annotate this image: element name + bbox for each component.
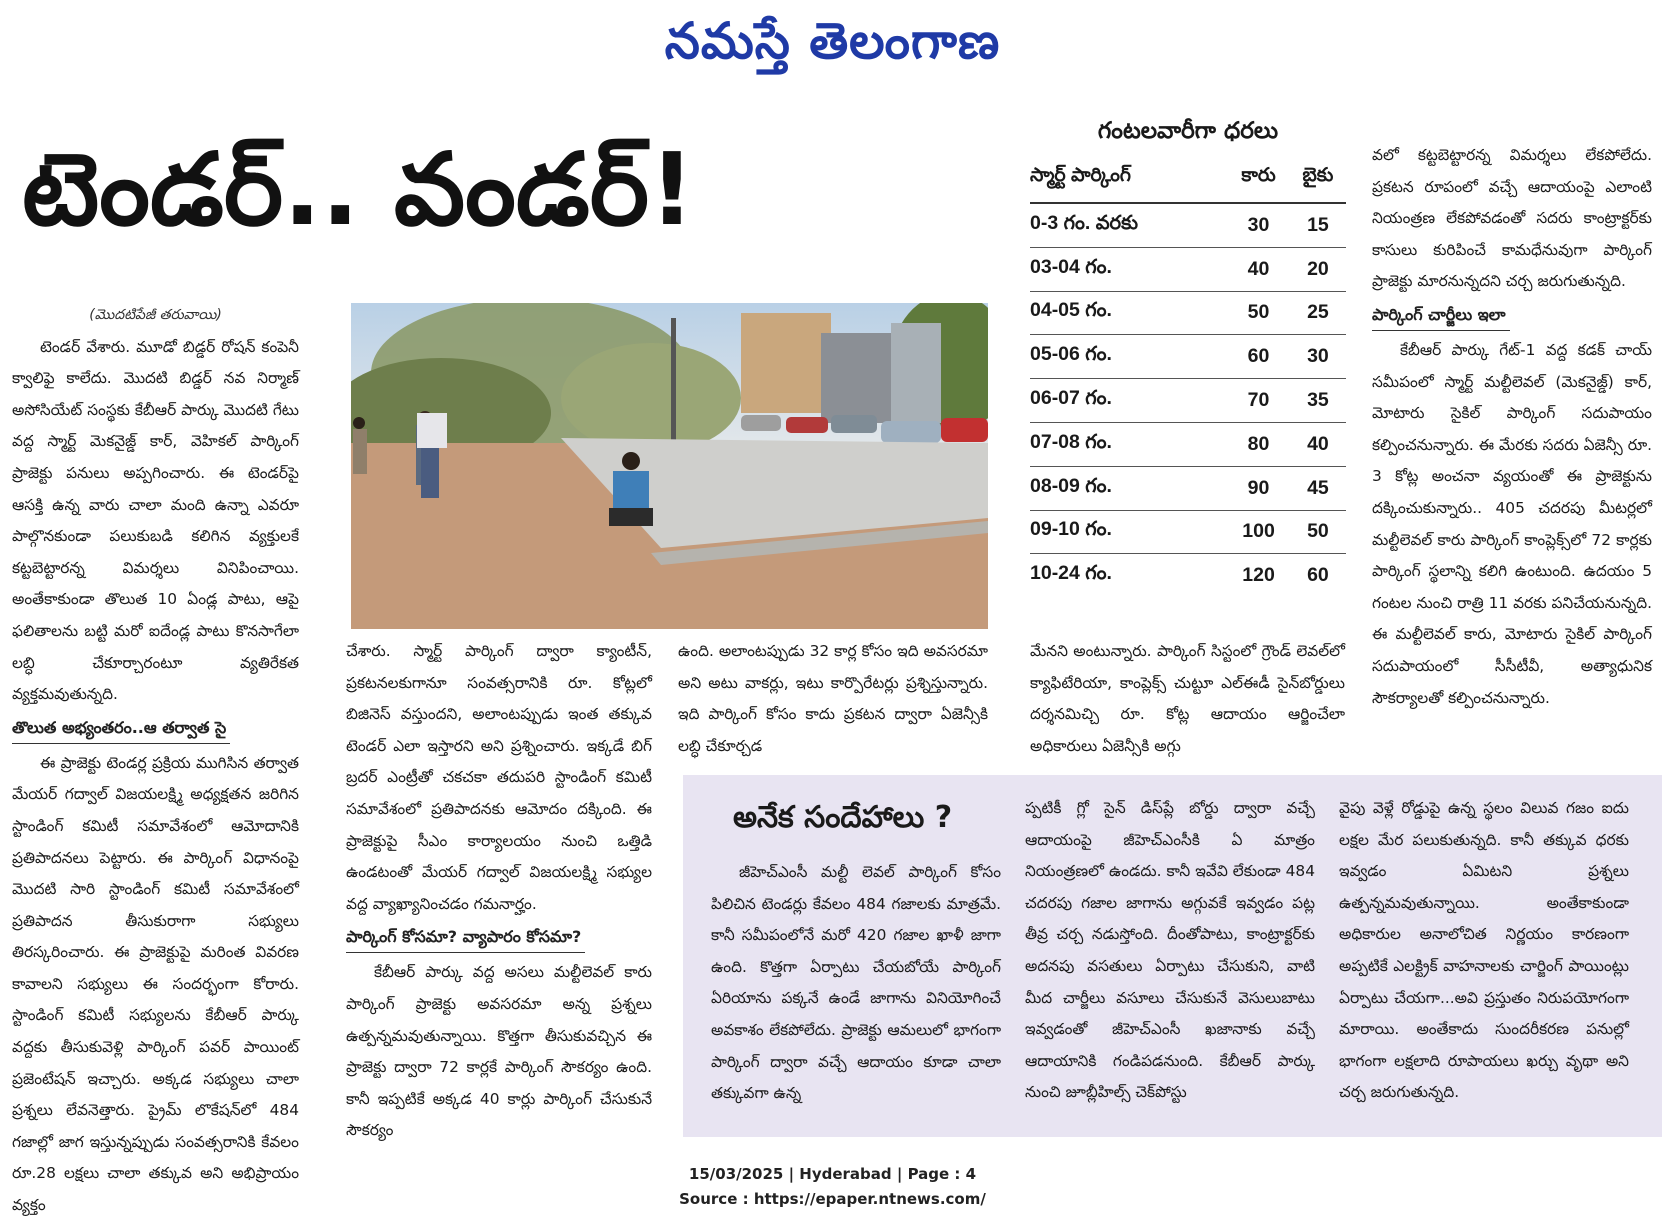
column-4	[1030, 636, 1345, 762]
rate-car: 60	[1227, 335, 1290, 379]
table-row	[1030, 466, 1346, 510]
rate-car: 30	[1227, 203, 1290, 247]
rate-bike: 20	[1290, 247, 1346, 291]
table-row	[1030, 510, 1346, 554]
doubts-paragraph-1: జీహెచ్ఎంసీ మల్టీ లెవల్ పార్కింగ్ కోసం పిలిచిన టెండర్లు కేవలం 484 గజాలకు మాత్రమే. కానీ సమీపంలోనే మరో 420 గజాల ఖాళీ జాగా ఉంది. కొత్తగా ఏర్పాటు చేయబోయే పార్కింగ్ ఏరియాను పక్కనే ఉండే జాగాను వినియోగించే అవకాశం లేకపోలేదు. ప్రాజెక్టు ఆమలులో భాగంగా పార్కింగ్ ద్వారా వచ్చే ఆదాయం కూడా చాలా తక్కువగా ఉన్న	[711, 863, 1001, 1103]
rate-bike: 30	[1290, 335, 1346, 379]
rate-car: 40	[1227, 247, 1290, 291]
doubts-heading: అనేక సందేహాలు ?	[733, 800, 953, 835]
column-1	[12, 300, 299, 1222]
table-row	[1030, 554, 1346, 597]
rates-header-bike: బైకు	[1290, 160, 1346, 203]
table-row	[1030, 247, 1346, 291]
col1-paragraph-1: టెండర్ వేశారు. మూడో బిడ్డర్ రోషన్ కంపెనీ క్వాలిఫై కాలేదు. మొదటి బిడ్డర్ నవ నిర్మాణ్ అసోసియేట్ సంస్థకు కేబీఆర్ పార్కు మొదటి గేటు వద్ద స్మార్ట్ మెకనైజ్డ్ కార్, వెహికల్ పార్కింగ్ ప్రాజెక్టు పనులు అప్పగించారు. ఈ టెండర్‌పై ఆసక్తి ఉన్న వారు చాలా మంది ఉన్నా ఎవరూ పాల్గొనకుండా పలుకుబడి కలిగిన వ్యక్తులకే కట్టబెట్టారన్న విమర్శలు వినిపించాయి. అంతేకాకుండా తొలుత 10 ఏండ్ల పాటు, ఆపై ఫలితాలను బట్టి మరో ఐదేండ్ల పాటు కొనసాగేలా లబ్ధి చేకూర్చారంటూ వ్యతిరేకత వ్యక్తమవుతున్నది.	[12, 337, 299, 704]
col1-paragraph-2: ఈ ప్రాజెక్టు టెండర్ల ప్రక్రియ ముగిసిన తర్వాత మేయర్ గద్వాల్ విజయలక్ష్మి అధ్యక్షతన జరిగిన స్టాండింగ్ కమిటీ సమావేశంలో ఆమోదానికి ప్రతిపాదనలు పెట్టారు. ఈ పార్కింగ్ విధానంపై మొదటి సారి స్టాండింగ్ కమిటీ సమావేశంలో ప్రతిపాదన తీసుకురాగా సభ్యులు తిరస్కరించారు. ఈ ప్రాజెక్టుపై మరింత వివరణ కావాలని సభ్యులు ఈ సందర్భంగా కోరారు. స్టాండింగ్ కమిటీ సభ్యులను కేబీఆర్ పార్కు వద్దకు తీసుకువెళ్లి పార్కింగ్ పవర్ పాయింట్ ప్రజెంటేషన్ ఇచ్చారు. అక్కడ సభ్యులు చాలా ప్రశ్నలు లేవనెత్తారు. ప్రైమ్ లొకేషన్‌లో 484 గజాల్లో జాగ ఇస్తున్నప్పుడు సంవత్సరానికి కేవలం రూ.28 లక్షలు చాలా తక్కువ అని అభిప్రాయం వ్యక్తం	[12, 753, 299, 1215]
rate-slot: 05-06 గం.	[1030, 335, 1227, 379]
col5-paragraph-1: వలో కట్టబెట్టారన్న విమర్శలు లేకపోలేదు. ప్రకటన రూపంలో వచ్చే ఆదాయంపై ఎలాంటి నియంత్రణ లేకపోవడంతో సదరు కాంట్రాక్టర్‌కు కాసులు కురిపించే కామధేనువుగా పార్కింగ్ ప్రాజెక్టు మారనున్నదని చర్చ జరుగుతున్నది.	[1372, 146, 1652, 291]
rate-slot: 08-09 గం.	[1030, 466, 1227, 510]
rate-car: 120	[1242, 564, 1275, 587]
rate-bike: 35	[1290, 379, 1346, 423]
col2-paragraph-2: కేబీఆర్ పార్కు వద్ద అసలు మల్టీలెవల్ కారు పార్కింగ్ ప్రాజెక్టు అవసరమా అన్న ప్రశ్నలు ఉత్పన్నమవుతున్నాయి. కొత్తగా తీసుకువచ్చిన ఈ ప్రాజెక్టు ద్వారా 72 కార్లకే పార్కింగ్ సౌకర్యం ఉంది. కానీ ఇప్పటికే అక్కడ 40 కార్లు పార్కింగ్ చేసుకునే సౌకర్యం	[346, 963, 652, 1140]
col4-paragraph-1: మేనని అంటున్నారు. పార్కింగ్ సిస్టంలో గ్రౌండ్ లెవల్‌లో క్యాఫిటేరియా, కాంప్లెక్స్ చుట్టూ ఎల్ఈడీ సైన్‌బోర్డులు దర్శనమిచ్చి రూ. కోట్ల ఆదాయం ఆర్జించేలా అధికారులు ఏజెన్సీకి అగ్గు	[1030, 642, 1345, 755]
table-row	[1030, 291, 1346, 335]
footer-source: Source : https://epaper.ntnews.com/	[679, 1190, 986, 1208]
table-row	[1030, 203, 1346, 247]
masthead-logo: నమస్తే తెలంగాణ	[664, 12, 1001, 70]
rate-car: 80	[1227, 422, 1290, 466]
col5-paragraph-2: కేబీఆర్ పార్కు గేట్-1 వద్ద కడక్ చాయ్ సమీపంలో స్మార్ట్ మల్టీలెవల్ (మెకనైజ్డ్) కార్, మోటారు సైకిల్ పార్కింగ్ సదుపాయం కల్పించనున్నారు. ఈ మేరకు సదరు ఏజెన్సీ రూ. 3 కోట్ల అంచనా వ్యయంతో ఈ ప్రాజెక్టును దక్కించుకున్నారు.. 405 చదరపు మీటర్లలో మల్టీలెవల్ కారు పార్కింగ్ కాంప్లెక్స్‌లో 72 కార్లకు పార్కింగ్ స్థలాన్ని కలిగి ఉంటుంది. ఉదయం 5 గంటల నుంచి రాత్రి 11 వరకు పనిచేయనున్నది. ఈ మల్టీలెవల్ కారు, మోటారు సైకిల్ పార్కింగ్ సదుపాయంలో సీసీటీవీ, అత్యాధునిక సౌకర్యాలతో కల్పించనున్నారు.	[1372, 340, 1652, 707]
column-2	[346, 636, 652, 1147]
rate-slot: 09-10 గం.	[1030, 510, 1227, 554]
rate-bike: 40	[1290, 422, 1346, 466]
rates-header-row	[1030, 160, 1346, 203]
rate-bike: 25	[1290, 291, 1346, 335]
rate-slot: 0-3 గం. వరకు	[1030, 203, 1227, 247]
rates-header-slot: స్మార్ట్ పార్కింగ్	[1030, 160, 1227, 203]
col3-paragraph-1: ఉంది. అలాంటప్పుడు 32 కార్ల కోసం ఇది అవసరమా అని అటు వాకర్లు, ఇటు కార్పొరేటర్లు ప్రశ్నిస్తున్నారు. ఇది పార్కింగ్ కోసం కాదు ప్రకటన ద్వారా ఏజెన్సీకి లబ్ధి చేకూర్చడ	[678, 642, 988, 755]
doubts-column-2	[1025, 793, 1315, 1109]
column-5	[1372, 140, 1652, 714]
column-3	[678, 636, 988, 762]
rate-car: 70	[1227, 379, 1290, 423]
rate-bike: 15	[1290, 203, 1346, 247]
doubts-column-3	[1339, 793, 1629, 1109]
rates-title: గంటలవారీగా ధరలు	[1097, 118, 1279, 144]
doubts-paragraph-3: వైపు వెళ్లే రోడ్డుపై ఉన్న స్థలం విలువ గజం ఐదు లక్షల మేర పలుకుతున్నది. కానీ తక్కువ ధరకు ఇవ్వడం ఏమిటని ప్రశ్నలు ఉత్పన్నమవుతున్నాయి. అంతేకాకుండా అధికారుల అనాలోచిత నిర్ణయం కారణంగా అప్పటికే ఎలక్ట్రిక్ వాహనాలకు చార్జింగ్ పాయింట్లు ఏర్పాటు చేయగా...అవి ప్రస్తుతం నిరుపయోగంగా మారాయి. అంతేకాదు సుందరీకరణ పనుల్లో భాగంగా లక్షలాది రూపాయలు ఖర్చు వృథా అని చర్చ జరుగుతున్నది.	[1339, 799, 1629, 1102]
rate-slot: 10-24 గం.	[1030, 562, 1112, 585]
rate-slot: 03-04 గం.	[1030, 247, 1227, 291]
rate-bike: 50	[1290, 510, 1346, 554]
headline: టెండర్.. వండర్!	[22, 131, 695, 248]
continued-tag: (మొదటిపేజీ తరువాయి)	[89, 307, 222, 323]
col2-paragraph-1: చేశారు. స్మార్ట్ పార్కింగ్ ద్వారా క్యాంటీన్, ప్రకటనలకుగానూ సంవత్సరానికి రూ. కోట్లలో బిజినెస్ వస్తుందని, అలాంటప్పుడు ఇంత తక్కువ టెండర్ ఎలా ఇస్తారని అని ప్రశ్నించారు. ఇక్కడే బిగ్ బ్రదర్ ఎంట్రీతో చకచకా తదుపరి స్టాండింగ్ కమిటీ సమావేశంలో ప్రతిపాదనకు ఆమోదం దక్కింది. ఈ ప్రాజెక్టుపై సీఎం కార్యాలయం నుంచి ఒత్తిడి ఉండటంతో మేయర్ గద్వాల్ విజయలక్ష్మి సభ్యుల వద్ద వ్యాఖ్యానించడం గమనార్హం.	[346, 642, 652, 913]
rate-car: 90	[1227, 466, 1290, 510]
doubts-box	[683, 775, 1662, 1137]
table-row	[1030, 379, 1346, 423]
construction-photo	[351, 303, 988, 629]
col1-subheading: తొలుత అభ్యంతరం..ఆ తర్వాత సై	[12, 713, 230, 744]
rate-car: 100	[1227, 510, 1290, 554]
rate-bike: 60	[1307, 564, 1329, 587]
rates-header-car: కారు	[1227, 160, 1290, 203]
col5-subheading: పార్కింగ్ చార్జీలు ఇలా	[1372, 300, 1510, 331]
rate-car: 50	[1227, 291, 1290, 335]
doubts-paragraph-2: ప్పటికీ గ్లో సైన్ డిస్‌ప్లే బోర్డు ద్వారా వచ్చే ఆదాయంపై జీహెచ్ఎంసీకి ఏ మాత్రం నియంత్రణలో ఉండదు. కానీ ఇవేవి లేకుండా 484 చదరపు గజాల జాగాను అగ్గువకే ఇవ్వడం పట్ల తీవ్ర చర్చ నడుస్తోంది. దీంతోపాటు, కాంట్రాక్టర్‌కు అదనపు వసతులు ఏర్పాటు చేసుకుని, వాటి మీద చార్జీలు వసూలు చేసుకునే వెసులుబాటు ఇవ్వడంతో జీహెచ్ఎంసీ ఖజానాకు వచ్చే ఆదాయానికి గండిపడనుంది. కేబీఆర్ పార్కు నుంచి జూబ్లీహిల్స్ చెక్‌పోస్టు	[1025, 799, 1315, 1102]
rates-table	[1030, 160, 1346, 597]
rates-panel	[1030, 118, 1346, 597]
table-row	[1030, 422, 1346, 466]
footer-dateline: 15/03/2025 | Hyderabad | Page : 4	[688, 1165, 977, 1183]
rate-slot: 04-05 గం.	[1030, 291, 1227, 335]
doubts-column-1	[711, 857, 1001, 1110]
rate-bike: 45	[1290, 466, 1346, 510]
col2-subheading: పార్కింగ్ కోసమా? వ్యాపారం కోసమా?	[346, 922, 585, 953]
rate-slot: 07-08 గం.	[1030, 422, 1227, 466]
rate-slot: 06-07 గం.	[1030, 379, 1227, 423]
table-row	[1030, 335, 1346, 379]
